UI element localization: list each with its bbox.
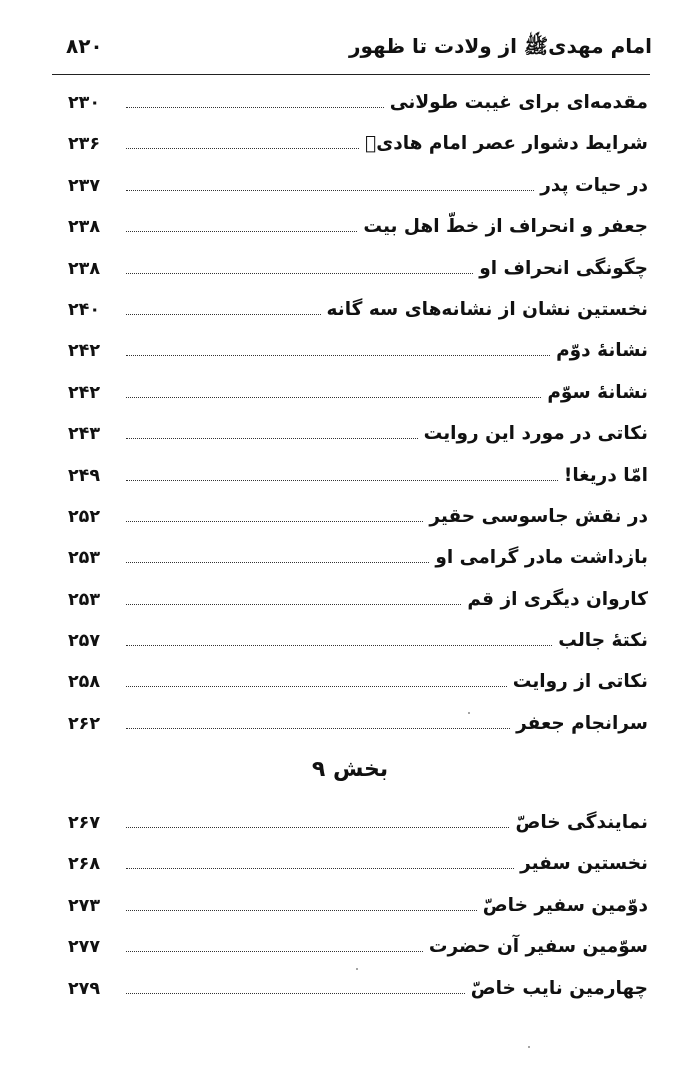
toc-entry-page: ۲۶۸ (68, 854, 101, 875)
toc-entry (68, 936, 648, 977)
scan-speck (528, 1046, 530, 1048)
toc-entry-page: ۲۳۰ (68, 93, 101, 113)
dot-leader (126, 273, 473, 274)
toc-entry-page: ۲۴۲ (68, 382, 101, 403)
toc-entry-page: ۲۵۳ (68, 548, 101, 569)
dot-leader (126, 868, 514, 869)
toc-entry-page: ۲۵۳ (68, 589, 101, 610)
toc-entry-page: ۲۵۷ (68, 631, 101, 652)
toc-entry-title: بازداشت مادر گرامی او (435, 547, 648, 569)
toc-entry-title: چگونگی انحراف او (479, 257, 648, 279)
toc-entry-page: ۲۳۸ (68, 258, 101, 279)
toc-entry (68, 340, 648, 381)
toc-entry-title: سوّمین سفیر آن حضرت (428, 936, 648, 958)
toc-entry-title: نکتهٔ جالب (558, 630, 648, 652)
toc-entry-title: نخستین سفیر (520, 853, 648, 875)
toc-entry-title: کاروان دیگری از قم (467, 588, 648, 610)
dot-leader (126, 521, 423, 522)
toc-entry (68, 671, 648, 712)
toc-entry (68, 589, 648, 630)
dot-leader (126, 148, 359, 149)
dot-leader (126, 107, 384, 108)
dot-leader (126, 190, 534, 191)
toc-entry-page: ۲۳۶ (68, 134, 101, 155)
toc-entry-title: در حیات پدر (540, 174, 648, 196)
toc-entry-title: نکاتی در مورد این روایت (423, 423, 648, 445)
toc-entry (68, 547, 648, 588)
toc-entry-title: چهارمین نایب خاصّ (470, 977, 648, 999)
toc-entry (68, 175, 648, 216)
toc-entry-title: نشانهٔ سوّم (547, 381, 648, 403)
toc-entry-title: نکاتی از روایت (512, 671, 648, 693)
dot-leader (126, 686, 507, 687)
toc-entry-page: ۲۷۹ (68, 978, 101, 999)
toc-entry-title: دوّمین سفیر خاصّ (482, 894, 648, 916)
toc-entry-title: در نقش جاسوسی حقیر (429, 505, 648, 527)
toc-entry (68, 92, 648, 133)
running-header (52, 34, 652, 76)
toc-entry-title: نشانهٔ دوّم (556, 340, 648, 362)
dot-leader (126, 645, 552, 646)
toc-entry (68, 216, 648, 257)
toc-entry-title: سرانجام جعفر (516, 712, 648, 734)
dot-leader (126, 951, 423, 952)
toc-entry-page: ۲۴۰ (68, 299, 101, 320)
toc-entry (68, 630, 648, 671)
dot-leader (126, 728, 510, 729)
toc-entry-title: شرایط دشوار عصر امام هادیؑ (365, 133, 648, 155)
toc-entry-page: ۲۳۷ (68, 175, 101, 196)
toc-entry (68, 465, 648, 506)
toc-entry-page: ۲۷۷ (68, 937, 101, 958)
toc-entry (68, 299, 648, 340)
toc-entry-page: ۲۴۹ (68, 465, 101, 486)
dot-leader (126, 397, 541, 398)
toc-entry (68, 812, 648, 853)
toc-entry (68, 978, 648, 1019)
toc-list-part1 (68, 92, 648, 754)
dot-leader (126, 827, 509, 828)
page-number: ۸۲۰ (66, 34, 103, 58)
dot-leader (126, 993, 465, 994)
toc-entry (68, 506, 648, 547)
toc-list-part2 (68, 812, 648, 1019)
dot-leader (126, 910, 477, 911)
toc-entry-page: ۲۵۲ (68, 506, 101, 527)
toc-entry (68, 895, 648, 936)
book-title: امام مهدیﷺ از ولادت تا ظهور (348, 34, 652, 58)
toc-entry-title: نخستین نشان از نشانه‌های سه گانه (326, 298, 648, 320)
dot-leader (126, 604, 461, 605)
toc-entry-page: ۲۵۸ (68, 672, 101, 693)
toc-entry-page: ۲۶۷ (68, 813, 101, 833)
dot-leader (126, 562, 429, 563)
toc-entry (68, 258, 648, 299)
toc-entry-title: جعفر و انحراف از خطّ اهل بیت (363, 216, 648, 238)
header-divider (52, 74, 650, 75)
toc-entry-title: امّا دریغا! (563, 464, 648, 486)
toc-entry-page: ۲۴۲ (68, 341, 101, 362)
toc-entry (68, 133, 648, 174)
scan-speck (468, 712, 470, 714)
toc-entry-page: ۲۶۲ (68, 713, 101, 734)
dot-leader (126, 480, 558, 481)
dot-leader (126, 231, 357, 232)
toc-entry-page: ۲۷۳ (68, 895, 101, 916)
toc-entry-title: مقدمه‌ای برای غیبت طولانی (389, 92, 648, 113)
toc-entry (68, 423, 648, 464)
toc-entry-page: ۲۳۸ (68, 217, 101, 238)
toc-entry-page: ۲۴۳ (68, 424, 101, 445)
dot-leader (126, 314, 321, 315)
scan-speck (356, 968, 358, 970)
dot-leader (126, 355, 550, 356)
toc-entry (68, 382, 648, 423)
dot-leader (126, 438, 418, 439)
toc-entry (68, 853, 648, 894)
toc-entry-title: نمایندگی خاصّ (515, 812, 648, 833)
section-heading: بخش ۹ (311, 757, 389, 782)
toc-entry (68, 713, 648, 754)
